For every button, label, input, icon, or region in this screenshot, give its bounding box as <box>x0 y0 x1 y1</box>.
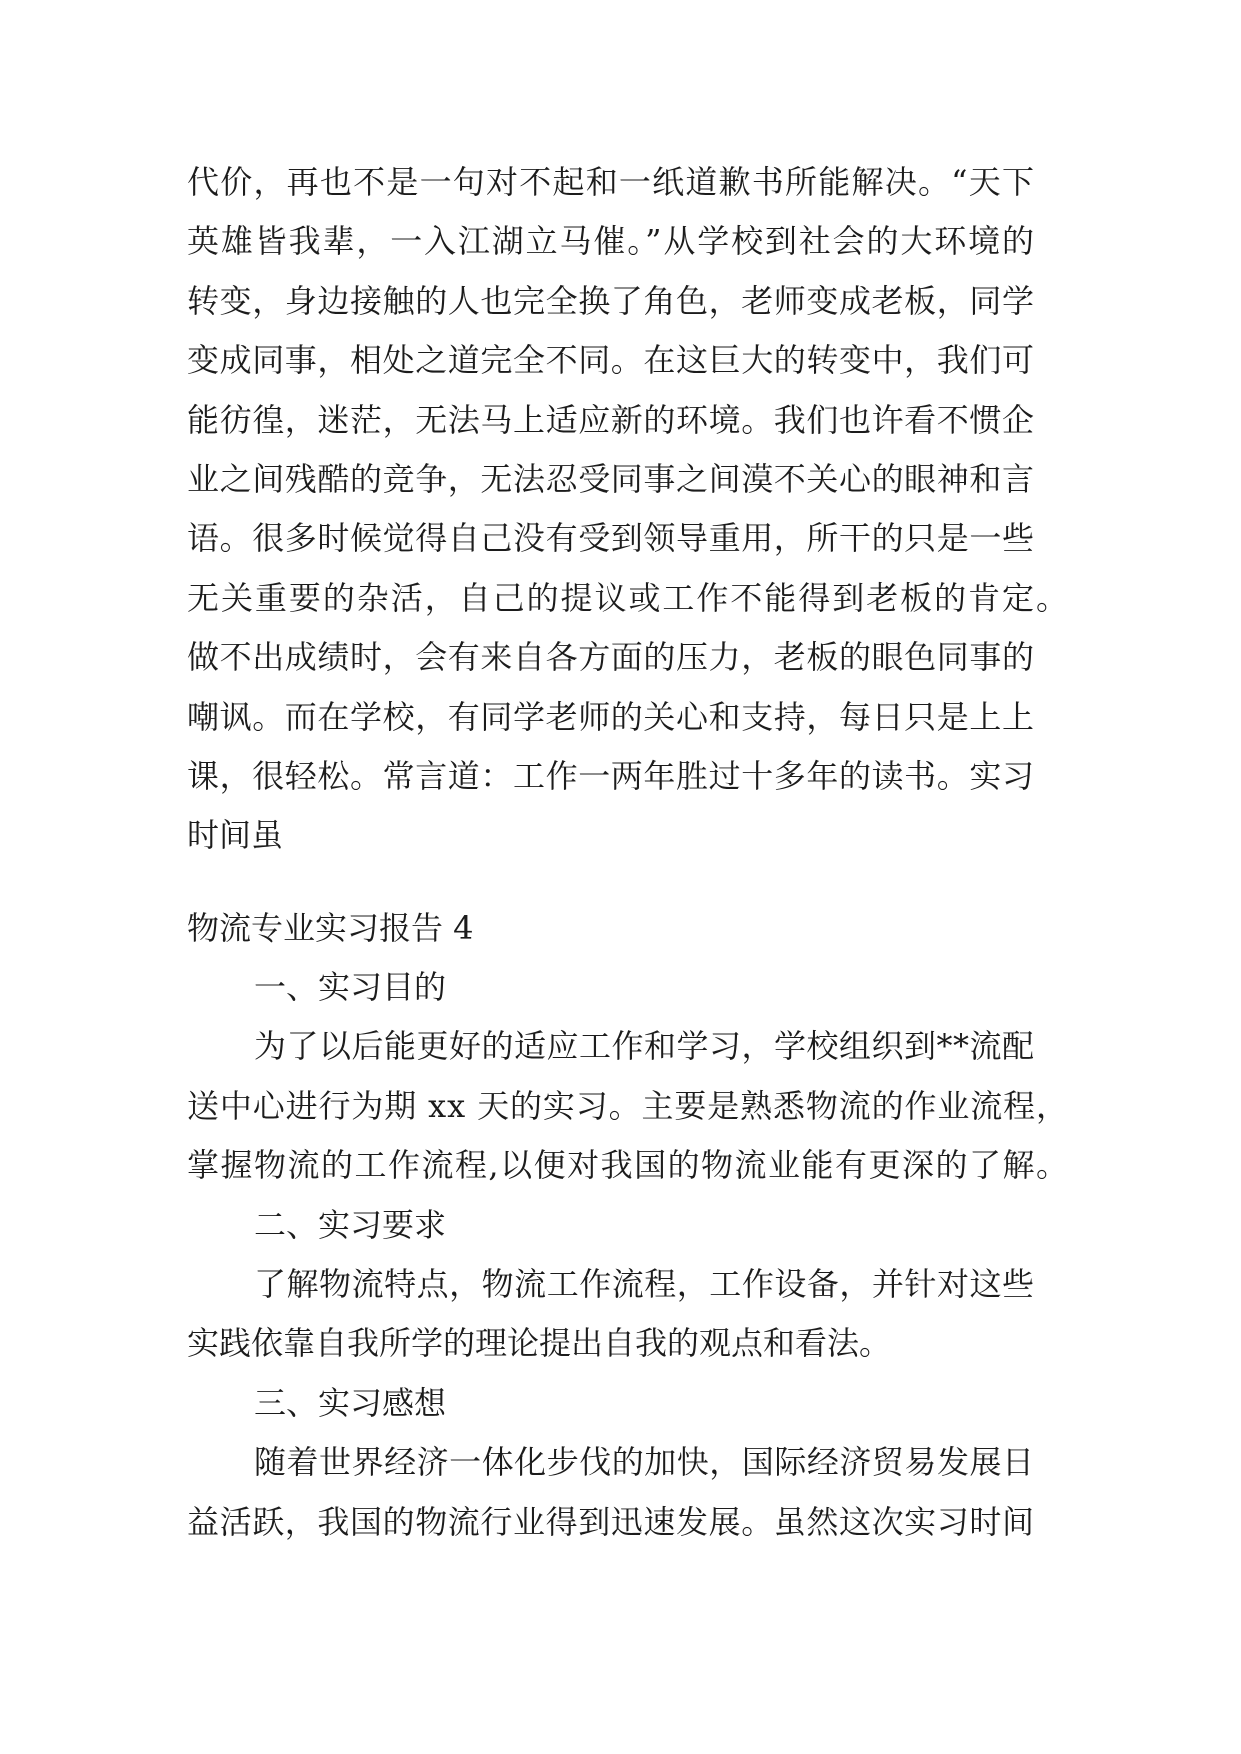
line-text: 送中心进行为期 xx 天的实习。主要是熟悉物流的作业流程， <box>187 1086 1069 1125</box>
paragraph-line <box>187 688 1068 747</box>
line-text: 做不出成绩时，会有来自各方面的压力，老板的眼色同事的 <box>187 638 1035 677</box>
line-text: 了解物流特点，物流工作流程，工作设备，并针对这些 <box>254 1265 1035 1304</box>
paragraph-line <box>187 212 1068 271</box>
line-text: 为了以后能更好的适应工作和学习，学校组织到**流配 <box>254 1027 1035 1066</box>
line-text: 转变，身边接触的人也完全换了角色，老师变成老板，同学 <box>187 281 1035 320</box>
section-heading-text: 三、实习感想 <box>254 1383 447 1422</box>
section-heading <box>187 958 1068 1017</box>
paragraph-line <box>187 153 1068 212</box>
line-text: 英雄皆我辈，一入江湖立马催。”从学校到社会的大环境的 <box>187 222 1036 261</box>
paragraph-line <box>187 628 1068 687</box>
paragraph-line <box>187 1017 1068 1076</box>
paragraph-line <box>187 272 1068 331</box>
paragraph-line <box>187 806 1068 865</box>
section-heading <box>187 1374 1068 1433</box>
line-text: 无关重要的杂活，自己的提议或工作不能得到老板的肯定。 <box>187 578 1070 617</box>
paragraph-line <box>187 1314 1068 1373</box>
section-heading-text: 一、实习目的 <box>254 968 447 1007</box>
paragraph-line <box>187 1255 1068 1314</box>
paragraph-line <box>187 747 1068 806</box>
line-text: 课，很轻松。常言道：工作一两年胜过十多年的读书。实习 <box>187 756 1035 795</box>
line-text: 业之间残酷的竞争，无法忍受同事之间漠不关心的眼神和言 <box>187 459 1035 498</box>
paragraph-line <box>187 1077 1068 1136</box>
report-title <box>187 899 1068 958</box>
paragraph-line <box>187 1493 1068 1552</box>
section-heading-text: 二、实习要求 <box>254 1205 447 1244</box>
document-body <box>187 153 1068 1552</box>
section-heading <box>187 1196 1068 1255</box>
line-text: 代价，再也不是一句对不起和一纸道歉书所能解决。“天下 <box>187 163 1036 201</box>
paragraph-line <box>187 450 1068 509</box>
paragraph-line <box>187 1136 1068 1195</box>
line-text: 嘲讽。而在学校，有同学老师的关心和支持，每日只是上上 <box>187 697 1035 736</box>
paragraph-line <box>187 569 1068 628</box>
line-text: 随着世界经济一体化步伐的加快，国际经济贸易发展日 <box>254 1443 1035 1482</box>
line-text: 能彷徨，迷茫，无法马上适应新的环境。我们也许看不惯企 <box>187 400 1035 439</box>
line-text: 时间虽 <box>187 816 284 855</box>
line-text: 掌握物流的工作流程,以便对我国的物流业能有更深的了解。 <box>187 1146 1070 1185</box>
paragraph-line <box>187 509 1068 568</box>
line-text: 变成同事，相处之道完全不同。在这巨大的转变中，我们可 <box>187 341 1035 380</box>
paragraph-line <box>187 391 1068 450</box>
paragraph-line <box>187 331 1068 390</box>
report-title-text: 物流专业实习报告 4 <box>187 908 474 947</box>
line-text: 益活跃，我国的物流行业得到迅速发展。虽然这次实习时间 <box>187 1502 1035 1541</box>
line-text: 语。很多时候觉得自己没有受到领导重用，所干的只是一些 <box>187 519 1035 558</box>
paragraph-line <box>187 1433 1068 1492</box>
line-text: 实践依靠自我所学的理论提出自我的观点和看法。 <box>187 1324 892 1363</box>
